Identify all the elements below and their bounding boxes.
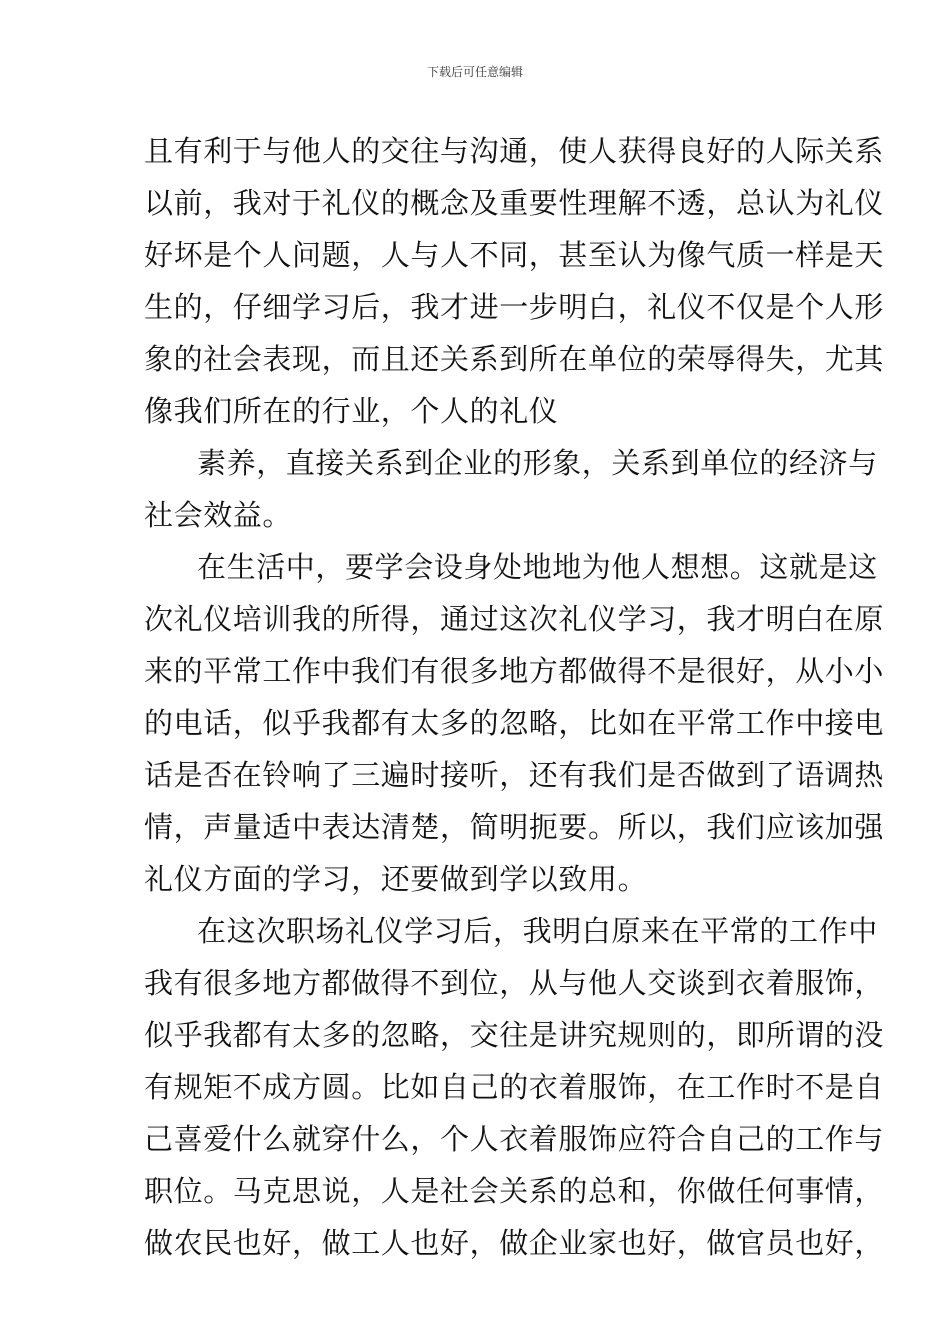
text-line: 己喜爱什么就穿什么，个人衣着服饰应符合自己的工作与 xyxy=(144,1122,885,1156)
text-line: 的电话，似乎我都有太多的忽略，比如在平常工作中接电 xyxy=(144,706,885,740)
text-line: 好坏是个人问题，人与人不同，甚至认为像气质一样是天 xyxy=(144,238,885,272)
text-line: 来的平常工作中我们有很多地方都做得不是很好，从小小 xyxy=(144,654,885,688)
text-line: 做农民也好，做工人也好，做企业家也好，做官员也好， xyxy=(144,1226,885,1260)
text-line: 有规矩不成方圆。比如自己的衣着服饰，在工作时不是自 xyxy=(144,1070,885,1104)
text-line: 在这次职场礼仪学习后，我明白原来在平常的工作中 xyxy=(197,914,878,948)
text-line: 象的社会表现，而且还关系到所在单位的荣辱得失，尤其 xyxy=(144,342,885,376)
text-line: 素养，直接关系到企业的形象，关系到单位的经济与 xyxy=(197,446,878,480)
text-line: 以前，我对于礼仪的概念及重要性理解不透，总认为礼仪 xyxy=(144,186,885,220)
text-line: 情，声量适中表达清楚，简明扼要。所以，我们应该加强 xyxy=(144,810,885,844)
text-line: 生的，仔细学习后，我才进一步明白，礼仪不仅是个人形 xyxy=(144,290,885,324)
text-line: 次礼仪培训我的所得，通过这次礼仪学习，我才明白在原 xyxy=(144,602,885,636)
text-line: 礼仪方面的学习，还要做到学以致用。 xyxy=(144,862,648,896)
text-line: 职位。马克思说，人是社会关系的总和，你做任何事情， xyxy=(144,1174,885,1208)
text-line: 像我们所在的行业，个人的礼仪 xyxy=(144,394,559,428)
text-line: 且有利于与他人的交往与沟通，使人获得良好的人际关系 xyxy=(144,134,885,168)
page-header-note: 下载后可任意编辑 xyxy=(426,65,523,79)
document-body xyxy=(144,125,885,1269)
text-line: 话是否在铃响了三遍时接听，还有我们是否做到了语调热 xyxy=(144,758,885,792)
text-line: 社会效益。 xyxy=(144,498,293,532)
text-line: 我有很多地方都做得不到位，从与他人交谈到衣着服饰， xyxy=(144,966,885,1000)
text-line: 似乎我都有太多的忽略，交往是讲究规则的，即所谓的没 xyxy=(144,1018,885,1052)
text-line: 在生活中，要学会设身处地地为他人想想。这就是这 xyxy=(197,550,878,584)
